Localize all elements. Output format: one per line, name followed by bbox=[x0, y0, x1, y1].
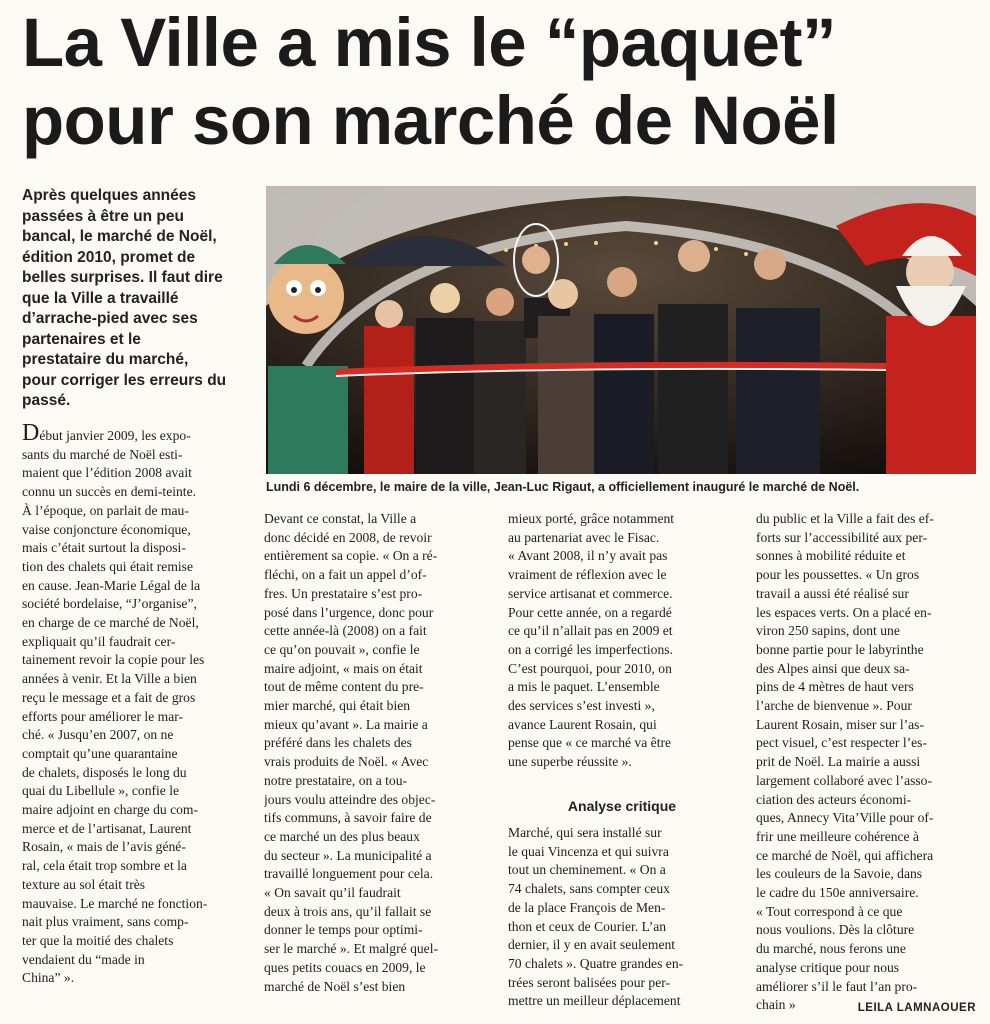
body-text-line: a mis le paquet. L’ensemble bbox=[508, 679, 660, 695]
body-text-line: travaillé longuement pour cela. bbox=[264, 866, 434, 882]
body-text-line: en charge de ce marché de Noël, bbox=[22, 615, 199, 631]
body-text-line: tion des chalets qui était remise bbox=[22, 558, 194, 574]
body-text-line: ser le marché ». Et malgré quel- bbox=[264, 941, 438, 957]
lede-line: que la Ville a travaillé bbox=[22, 289, 179, 307]
section-subhead: Analyse critique bbox=[567, 798, 677, 814]
body-text-line: dernier, il y en avait seulement bbox=[508, 937, 676, 953]
body-text-line: « On savait qu’il faudrait bbox=[264, 885, 401, 901]
body-text-line: « Tout correspond à ce que bbox=[756, 903, 903, 919]
article-column-3-continued bbox=[508, 824, 736, 1011]
body-text-line: les couleurs de la Savoie, dans bbox=[756, 866, 923, 882]
body-text-line: À l’époque, on parlait de mau- bbox=[22, 502, 189, 518]
body-text-line: mauvaise. Le marché ne fonction- bbox=[22, 895, 208, 911]
article-column-4 bbox=[756, 510, 978, 1015]
body-text-line: largement collaboré avec l’asso- bbox=[756, 772, 933, 788]
body-text-line: avance Laurent Rosain, qui bbox=[508, 716, 657, 732]
body-text-line: notre prestataire, on a tou- bbox=[264, 772, 408, 788]
body-text-line: on a corrigé les imperfections. bbox=[508, 641, 673, 657]
article-column-3 bbox=[508, 510, 736, 772]
body-text-line: Marché, qui sera installé sur bbox=[508, 825, 662, 840]
body-text-line: améliorer s’il le faut l’an pro- bbox=[756, 978, 918, 994]
body-text-line: le cadre du 150e anniversaire. bbox=[756, 885, 919, 901]
body-text-line: texture au sol était très bbox=[22, 876, 146, 892]
body-text-line: analyse critique pour nous bbox=[756, 959, 900, 975]
body-text-line: 70 chalets ». Quatre grandes en- bbox=[508, 955, 684, 971]
body-text-line: sonnes à mobilité réduite et bbox=[756, 548, 906, 564]
body-text-line: nait plus vraiment, sans comp- bbox=[22, 914, 189, 930]
lede-line: passé. bbox=[22, 392, 71, 409]
body-text-line: les espaces verts. On a placé en- bbox=[756, 604, 932, 620]
article-column-1 bbox=[22, 424, 252, 988]
body-text-line: frir une meilleure cohérence à bbox=[756, 828, 920, 844]
body-text-line: forts sur l’accessibilité aux per- bbox=[756, 529, 928, 545]
body-text-line: quai du Libellule », confie le bbox=[22, 783, 180, 799]
body-text-line: vrais produits de Noël. « Avec bbox=[264, 754, 429, 770]
body-text-line: de chalets, disposés le long du bbox=[22, 764, 187, 780]
lede-line: édition 2010, promet de bbox=[22, 248, 196, 266]
body-text-line: l’arche de bienvenue ». Pour bbox=[756, 698, 912, 714]
body-text-line: chain » bbox=[756, 997, 796, 1013]
body-text-line: des Alpes ainsi que deux sa- bbox=[756, 660, 910, 676]
body-text-line: prit de Noël. La mairie a aussi bbox=[756, 754, 921, 770]
byline: LEILA LAMNAOUER bbox=[857, 1002, 976, 1014]
body-text-line: pins de 4 mètres de haut vers bbox=[756, 679, 914, 695]
body-text-line: marché de Noël s’est bien bbox=[264, 978, 406, 994]
body-text-line: Début janvier 2009, les expo- bbox=[22, 424, 252, 446]
body-text-line: Devant ce constat, la Ville a bbox=[264, 511, 417, 526]
body-text-line: mieux porté, grâce notamment bbox=[508, 511, 675, 526]
news-photo bbox=[266, 186, 976, 474]
lede-line: belles surprises. Il faut dire bbox=[22, 269, 223, 286]
body-text-line: vraiment de réflexion avec le bbox=[508, 567, 667, 583]
body-text-line: ce qu’il n’allait pas en 2009 et bbox=[508, 623, 673, 639]
body-text-line: du public et la Ville a fait des ef- bbox=[756, 511, 934, 526]
body-text-line: années à venir. Et la Ville a bien bbox=[22, 671, 197, 687]
drop-cap: D bbox=[22, 424, 40, 446]
inauguration-photo-illustration bbox=[266, 186, 976, 474]
body-text-line: ter que la moitié des chalets bbox=[22, 932, 174, 948]
body-text-line: merce et de l’artisanat, Laurent bbox=[22, 820, 192, 836]
headline-line-1: La Ville a mis le “paquet” bbox=[22, 4, 837, 81]
body-text-line: mier marché, qui était bien bbox=[264, 698, 411, 714]
body-text-line: tifs communs, à savoir faire de bbox=[264, 810, 432, 826]
body-text-line: Rosain, « mais de l’avis géné- bbox=[22, 839, 186, 855]
body-text-line: ques, Annecy Vita’Ville pour of- bbox=[756, 810, 934, 826]
body-text-line: maient que l’édition 2008 avait bbox=[22, 465, 192, 481]
lede-line: bancal, le marché de Noël, bbox=[22, 228, 217, 245]
body-text-line: une superbe réussite ». bbox=[508, 754, 632, 770]
body-text-line: en cause. Jean-Marie Légal de la bbox=[22, 577, 201, 593]
body-text-line: expliquait qu’il faudrait cer- bbox=[22, 633, 176, 649]
body-text-line: China” ». bbox=[22, 970, 75, 986]
body-text-line: ciation des acteurs économi- bbox=[756, 791, 912, 807]
body-text-line: « Avant 2008, il n’y avait pas bbox=[508, 548, 668, 564]
body-text-line: Laurent Rosain, miser sur l’as- bbox=[756, 716, 924, 732]
body-text-line: ché. « Jusqu’en 2007, on ne bbox=[22, 727, 174, 743]
body-text-line: comptait qu’une quarantaine bbox=[22, 745, 178, 761]
body-text-line: service artisanat et commerce. bbox=[508, 585, 673, 601]
body-text-line: reçu le message et a fait de gros bbox=[22, 689, 196, 705]
lede-line: pour corriger les erreurs du bbox=[22, 371, 227, 389]
body-text-line: donc décidé en 2008, de revoir bbox=[264, 529, 432, 545]
headline-line-2: pour son marché de Noël bbox=[22, 82, 839, 159]
lede-line: d’arrache-pied avec ses bbox=[22, 310, 198, 327]
body-text-line: Pour cette année, on a regardé bbox=[508, 604, 672, 620]
body-text-line: cette année-là (2008) on a fait bbox=[264, 623, 427, 639]
body-text-line: pense que « ce marché va être bbox=[508, 735, 672, 751]
lede-line: Après quelques années bbox=[22, 187, 197, 204]
body-text-line: sants du marché de Noël esti- bbox=[22, 446, 183, 462]
body-text-line: du secteur ». La municipalité a bbox=[264, 847, 432, 863]
body-text-line: ce qu’on pouvait », confie le bbox=[264, 641, 420, 657]
body-text-line: jours voulu atteindre des objec- bbox=[264, 791, 436, 807]
body-text-line: vendaient du “made in bbox=[22, 951, 145, 967]
body-text-line: efforts pour améliorer le mar- bbox=[22, 708, 184, 724]
body-text-line: posé dans l’urgence, donc pour bbox=[264, 604, 434, 620]
body-text-line: ce marché un des plus beaux bbox=[264, 828, 420, 844]
body-text-line: ce marché de Noël, qui affichera bbox=[756, 847, 934, 863]
body-text-line: thon et ceux de Courier. L’an bbox=[508, 918, 667, 934]
lede-line: prestataire du marché, bbox=[22, 351, 189, 368]
body-text-line: tout un cheminement. « On a bbox=[508, 862, 666, 878]
headline bbox=[22, 4, 972, 160]
body-text-line: de la place François de Men- bbox=[508, 899, 666, 915]
body-text-line: maire adjoint en charge du com- bbox=[22, 802, 199, 818]
photo-caption: Lundi 6 décembre, le maire de la ville, Jean-Luc Rigaut, a officiellement inauguré le marché de Noël. bbox=[266, 480, 860, 494]
body-text-line: tout de même content du pre- bbox=[264, 679, 424, 695]
body-text-line: connu un succès en demi-teinte. bbox=[22, 484, 197, 500]
body-text-line: nous voulions. Dès la clôture bbox=[756, 922, 915, 938]
body-text-line: entièrement sa copie. « On a ré- bbox=[264, 548, 438, 564]
body-text-line: préféré dans les chalets des bbox=[264, 735, 412, 751]
body-text-line: travail a aussi été réalisé sur bbox=[756, 585, 909, 601]
body-text-line: ral, cela était trop sombre et la bbox=[22, 858, 187, 874]
body-text-line: mais c’était surtout la disposi- bbox=[22, 540, 186, 556]
body-text-line: mieux qu’avant ». La mairie a bbox=[264, 716, 428, 732]
body-text-line: deux à trois ans, qu’il fallait se bbox=[264, 903, 432, 919]
body-text-line: C’est pourquoi, pour 2010, on bbox=[508, 660, 672, 676]
body-text-line: viron 250 sapins, dont une bbox=[756, 623, 900, 639]
body-text-line: au partenariat avec le Fisac. bbox=[508, 529, 660, 545]
body-text-line: des services s’est investi », bbox=[508, 698, 655, 714]
body-text-line: pour les poussettes. « Un gros bbox=[756, 567, 920, 583]
body-text-line: fres. Un prestataire s’est pro- bbox=[264, 585, 423, 601]
body-text-line: bonne partie pour le labyrinthe bbox=[756, 641, 924, 657]
lede-line: partenaires et le bbox=[22, 330, 141, 348]
body-text-line: vaise conjoncture économique, bbox=[22, 521, 191, 537]
body-text-line: pect visuel, c’est respecter l’es- bbox=[756, 735, 927, 751]
body-text-line: fléchi, on a fait un appel d’of- bbox=[264, 567, 427, 583]
article-column-2 bbox=[264, 510, 490, 996]
body-text-line: maire adjoint, « mais on était bbox=[264, 660, 423, 676]
body-text-line: société bordelaise, “J’organise”, bbox=[22, 596, 197, 612]
body-text-line: ques petits couacs en 2009, le bbox=[264, 959, 426, 975]
lede-line: passées à être un peu bbox=[22, 207, 184, 225]
body-text-line: trées seront balisées pour per- bbox=[508, 974, 671, 990]
body-text-line: 74 chalets, sans compter ceux bbox=[508, 881, 670, 897]
body-text-line: donner le temps pour optimi- bbox=[264, 922, 423, 938]
body-text-line: le quai Vincenza et qui suivra bbox=[508, 843, 669, 859]
body-text-line: du marché, nous ferons une bbox=[756, 941, 906, 957]
body-text-line: tainement revoir la copie pour les bbox=[22, 652, 205, 668]
lede-paragraph bbox=[22, 186, 254, 412]
body-text-line: mettre un meilleur déplacement bbox=[508, 993, 681, 1009]
